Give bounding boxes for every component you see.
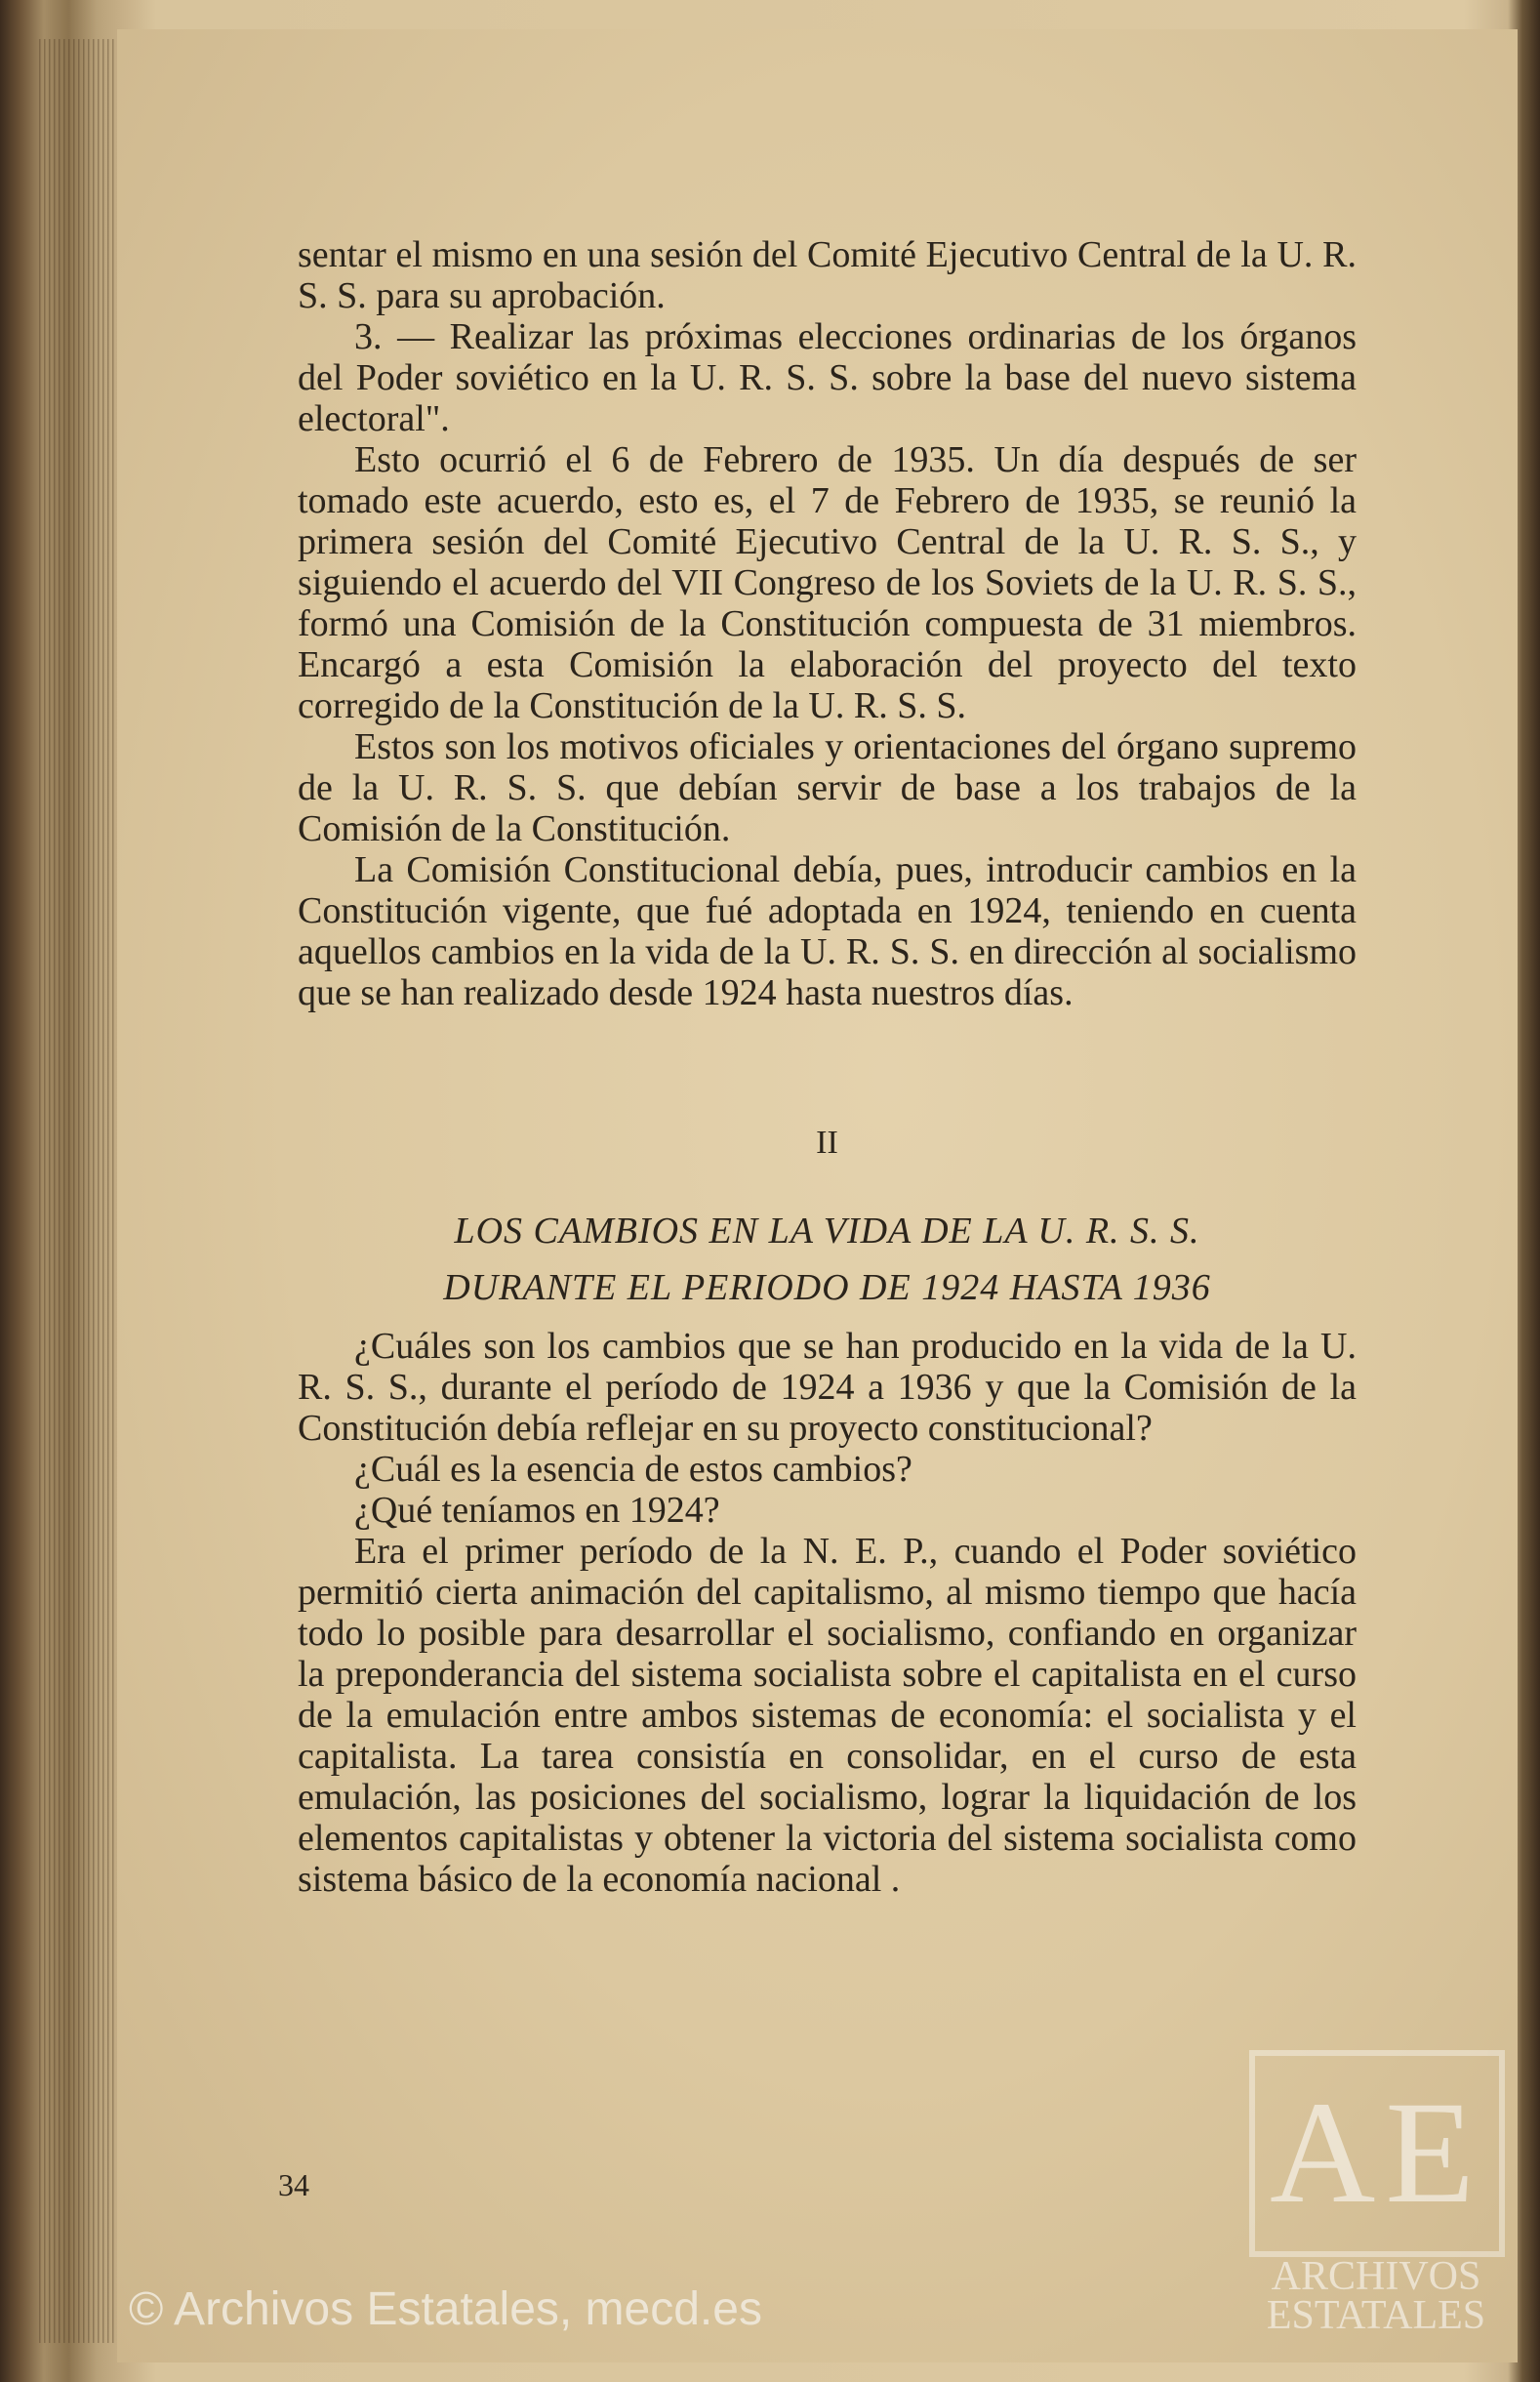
- section-number: II: [816, 1125, 838, 1161]
- page-number: 34: [278, 2167, 309, 2202]
- paragraph: ¿Cuál es la esencia de estos cambios?: [354, 1449, 912, 1490]
- paragraph: ¿Cuáles son los cambios que se han producido en la vida de la U. R. S. S., durante el período de 1924 a 1936 y que la Comisión de la Constitución debía reflejar en su proyecto constitucional?: [298, 1326, 1357, 1449]
- archivos-estatales-logo: [1230, 2031, 1522, 2338]
- paragraph: Estos son los motivos oficiales y orientaciones del órgano supremo de la U. R. S. S. que debían servir de base a los trabajos de la Comisión de la Constitución.: [298, 726, 1357, 849]
- page-stack-edge: [39, 39, 117, 2343]
- copyright-watermark: © Archivos Estatales, mecd.es: [129, 2283, 762, 2335]
- paragraph: sentar el mismo en una sesión del Comité Ejecutivo Central de la U. R. S. S. para su aprobación.: [298, 234, 1357, 316]
- section-title-line-1: LOS CAMBIOS EN LA VIDA DE LA U. R. S. S.: [454, 1211, 1200, 1252]
- logo-caption-line-2: ESTATALES: [1266, 2293, 1486, 2338]
- logo-caption-line-1: ARCHIVOS: [1271, 2254, 1481, 2299]
- logo-letters: AE: [1270, 2072, 1484, 2234]
- paragraph: Esto ocurrió el 6 de Febrero de 1935. Un día después de ser tomado este acuerdo, esto es, el 7 de Febrero de 1935, se reunió la primera sesión del Comité Ejecutivo Central de la U. R. S. S., y siguiendo el acuerdo del VII Congreso de los Soviets de la U. R. S. S., formó una Comisión de la Constitución compuesta de 31 miembros. Encargó a esta Comisión la elaboración del proyecto del texto corregido de la Constitución de la U. R. S. S.: [298, 439, 1357, 726]
- section-title-line-2: DURANTE EL PERIODO DE 1924 HASTA 1936: [443, 1267, 1211, 1308]
- paragraph: 3. — Realizar las próximas elecciones ordinarias de los órganos del Poder soviético en la U. R. S. S. sobre la base del nuevo sistema electoral".: [298, 316, 1357, 439]
- paragraph: La Comisión Constitucional debía, pues, introducir cambios en la Constitución vigente, que fué adoptada en 1924, teniendo en cuenta aquellos cambios en la vida de la U. R. S. S. en dirección al socialismo que se han realizado desde 1924 hasta nuestros días.: [298, 849, 1357, 1013]
- paragraph: Era el primer período de la N. E. P., cuando el Poder soviético permitió cierta animación del capitalismo, al mismo tiempo que hacía todo lo posible para desarrollar el socialismo, confiando en organizar la preponderancia del sistema socialista sobre el capitalista en el curso de la emulación entre ambos sistemas de economía: el socialista y el capitalista. La tarea consistía en consolidar, en el curso de esta emulación, las posiciones del socialismo, lograr la liquidación de los elementos capitalistas y obtener la victoria del sistema socialista como sistema básico de la economía nacional .: [298, 1531, 1357, 1900]
- section-title: [298, 1203, 1357, 1316]
- paragraph: ¿Qué teníamos en 1924?: [354, 1490, 720, 1531]
- logo-caption: [1230, 2254, 1522, 2338]
- page-text: [298, 234, 1357, 1900]
